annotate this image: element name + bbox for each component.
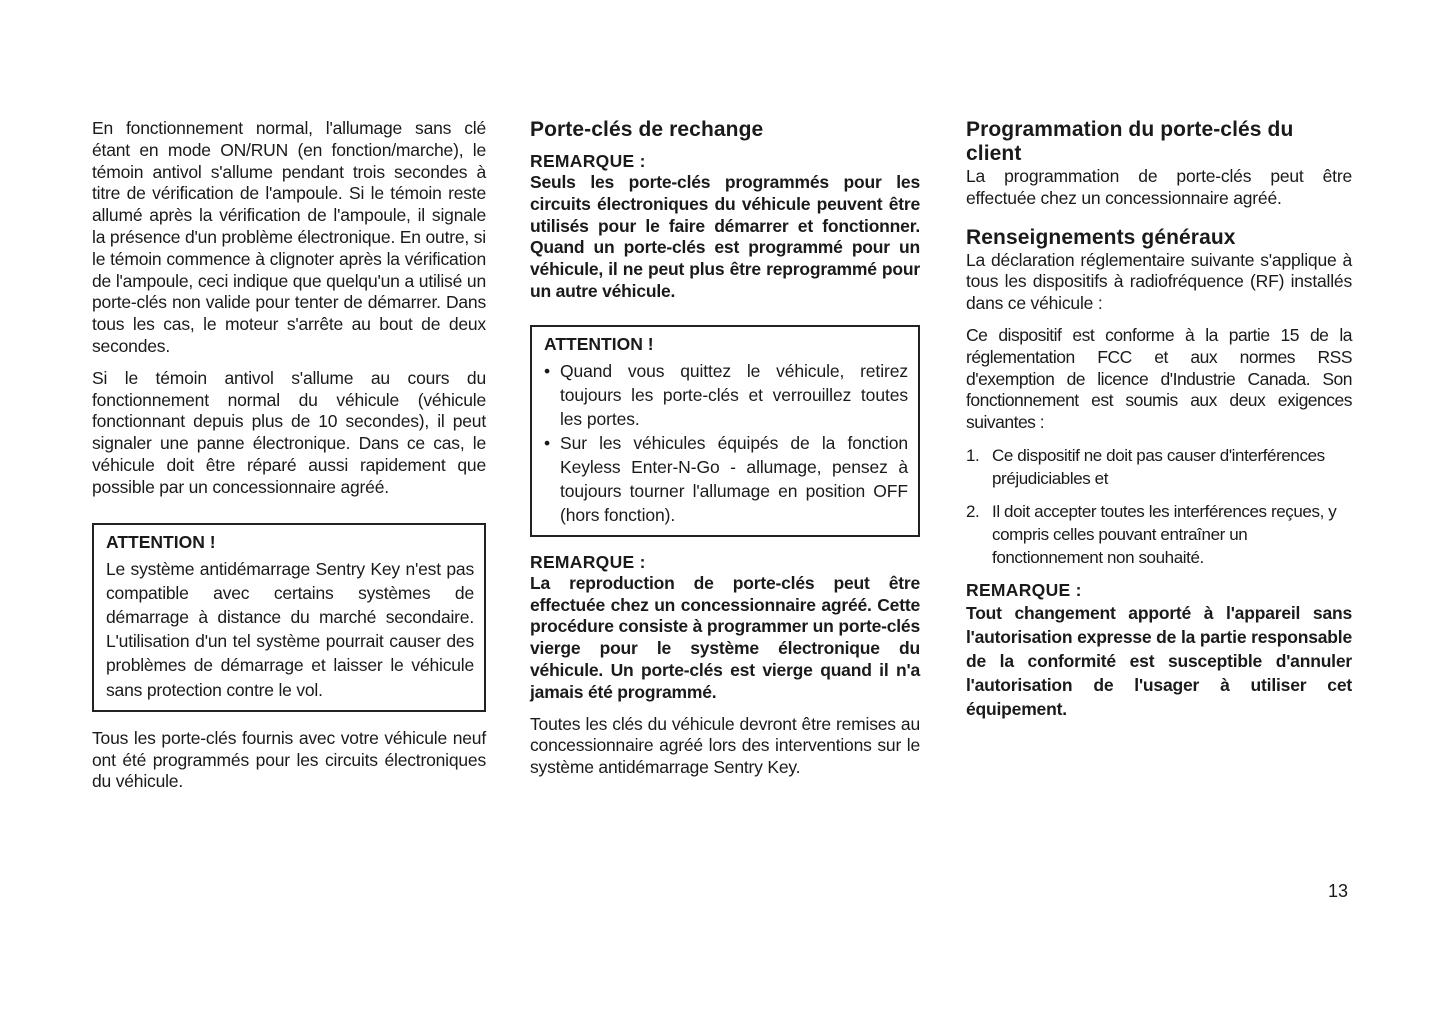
paragraph: La déclaration réglementaire suivante s'applique à tous les dispositifs à radiofréquence (RF) installés dans ce véhicule :: [966, 249, 1352, 314]
column-3: [966, 118, 1352, 721]
remarque-label: REMARQUE :: [966, 579, 1082, 600]
paragraph: La programmation de porte-clés peut être effectuée chez un concessionnaire agréé.: [966, 166, 1352, 208]
section-title: Programmation du porte-clés du client: [966, 118, 1294, 165]
remarque-label: REMARQUE :: [530, 551, 646, 572]
paragraph: Si le témoin antivol s'allume au cours du fonctionnement normal du véhicule (véhicule fonctionnant depuis plus de 10 secondes), il peut signaler une panne électronique. Dans ce cas, le véhicule doit être réparé aussi rapidement que possible par un concessionnaire agréé.: [92, 367, 486, 497]
section-title: Porte-clés de rechange: [530, 118, 764, 141]
column-1: [92, 118, 486, 793]
attention-box: [530, 325, 920, 537]
section-title: Renseignements généraux: [966, 225, 1236, 249]
attention-box: [92, 523, 486, 712]
paragraph: Tous les porte-clés fournis avec votre véhicule neuf ont été programmés pour les circuits électroniques du véhicule.: [92, 727, 486, 792]
list-item: • Sur les véhicules équipés de la fonction Keyless Enter-N-Go - allumage, pensez à toujours tourner l'allumage en position OFF (hors fonction).: [544, 431, 908, 527]
attention-text: Le système antidémarrage Sentry Key n'est pas compatible avec certains systèmes de démarrage à distance du marché secondaire. L'utilisation d'un tel système pourrait causer des problèmes de démarrage et laisser le véhicule sans protection contre le vol.: [106, 558, 474, 700]
list-number: 1.: [966, 445, 980, 465]
note-text: Seuls les porte-clés programmés pour les circuits électroniques du véhicule peuvent être utilisés pour le faire démarrer et fonctionner. Quand un porte-clés est programmé pour un véhicule, il ne peut plus être reprogrammé pour un autre véhicule.: [530, 172, 920, 301]
list-text: Ce dispositif ne doit pas causer d'interférences préjudiciables et: [992, 445, 1325, 488]
note-text: La reproduction de porte-clés peut être effectuée chez un concessionnaire agréé. Cette procédure consiste à programmer un porte-clés vierge pour le système électronique du véhicule. Un porte-clés est vierge quand il n'a jamais été programmé.: [530, 572, 920, 702]
list-text: Il doit accepter toutes les interférences reçues, y compris celles pouvant entraîner un fonctionnement non souhaité.: [992, 501, 1337, 567]
paragraph: Ce dispositif est conforme à la partie 15 de la réglementation FCC et aux normes RSS d'exemption de licence d'Industrie Canada. Son fonctionnement est soumis aux deux exigences suivantes :: [966, 324, 1352, 433]
list-item: • Quand vous quittez le véhicule, retirez toujours les porte-clés et verrouillez toutes les portes.: [544, 359, 908, 431]
attention-list: [544, 359, 908, 527]
list-item: [966, 444, 1352, 490]
column-2: [530, 118, 920, 779]
note-text: Tout changement apporté à l'appareil sans l'autorisation expresse de la partie responsable de la conformité est susceptible d'annuler l'autorisation de l'usager à utiliser cet équipement.: [966, 602, 1352, 719]
remarque-label: REMARQUE :: [530, 151, 646, 171]
paragraph: Toutes les clés du véhicule devront être remises au concessionnaire agréé lors des interventions sur le système antidémarrage Sentry Key.: [530, 713, 920, 778]
page-number: 13: [1328, 881, 1349, 901]
attention-title: ATTENTION !: [106, 531, 216, 552]
list-item: [966, 500, 1352, 569]
requirements-list: [966, 444, 1352, 569]
attention-title: ATTENTION !: [544, 333, 654, 354]
list-number: 2.: [966, 501, 980, 521]
paragraph: En fonctionnement normal, l'allumage sans clé étant en mode ON/RUN (en fonction/marche), le témoin antivol s'allume pendant trois secondes à titre de vérification de l'ampoule. Si le témoin reste allumé après la vérification de l'ampoule, il signale la présence d'un problème électronique. En outre, si le témoin commence à clignoter après la vérification de l'ampoule, ceci indique que quelqu'un a utilisé un porte-clés non valide pour tenter de démarrer. Dans tous les cas, le moteur s'arrête au bout de deux secondes.: [92, 118, 486, 356]
